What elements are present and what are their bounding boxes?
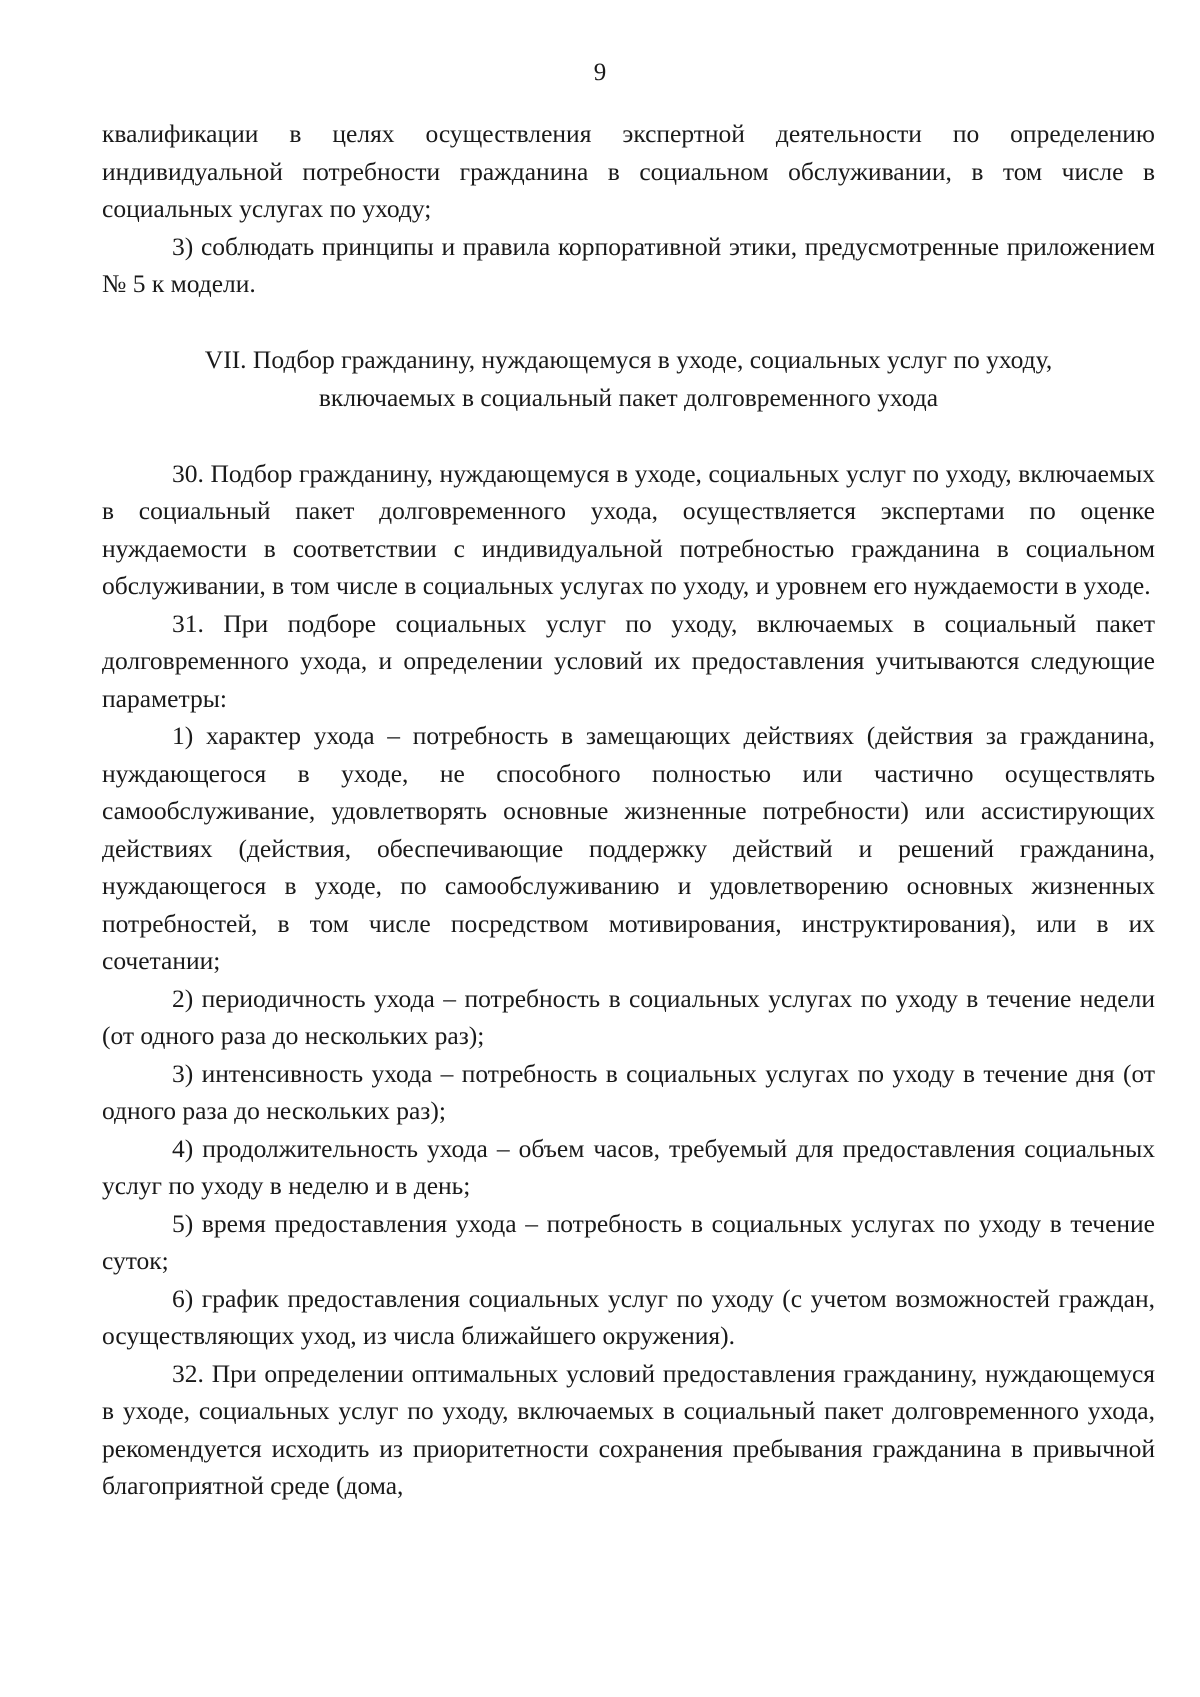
section-heading-line-1: VII. Подбор гражданину, нуждающемуся в уходе, социальных услуг по уходу, <box>204 344 1053 374</box>
paragraph-31-item-2: 2) периодичность ухода – потребность в социальных услугах по уходу в течение недели (от одного раза до нескольких раз); <box>102 983 1155 1050</box>
section-heading <box>102 341 1155 417</box>
paragraph-32: 32. При определении оптимальных условий предоставления гражданину, нуждающемуся в уходе, социальных услуг по уходу, включаемых в социальный пакет долговременного ухода, рекомендуется исходить из приоритетности сохранения пребывания гражданина в привычной благоприятной среде (дома, <box>102 1358 1155 1500</box>
document-body <box>102 115 1155 1505</box>
paragraph-31-item-3: 3) интенсивность ухода – потребность в социальных услугах по уходу в течение дня (от одного раза до нескольких раз); <box>102 1058 1155 1125</box>
paragraph-31-item-6: 6) график предоставления социальных услуг по уходу (с учетом возможностей граждан, осуществляющих уход, из числа ближайшего окружения). <box>102 1283 1155 1350</box>
paragraph-30: 30. Подбор гражданину, нуждающемуся в уходе, социальных услуг по уходу, включаемых в социальный пакет долговременного ухода, осуществляется экспертами по оценке нуждаемости в соответствии с индивидуальной потребностью гражданина в социальном обслуживании, в том числе в социальных услугах по уходу, и уровнем его нуждаемости в уходе. <box>102 458 1155 600</box>
paragraph-31: 31. При подборе социальных услуг по уходу, включаемых в социальный пакет долговременного ухода, и определении условий их предоставления учитываются следующие параметры: <box>102 608 1155 713</box>
paragraph-continuation: квалификации в целях осуществления экспертной деятельности по определению индивидуальной потребности гражданина в социальном обслуживании, в том числе в социальных услугах по уходу; <box>102 119 1155 223</box>
paragraph-31-item-5: 5) время предоставления ухода – потребность в социальных услугах по уходу в течение суток; <box>102 1208 1155 1275</box>
paragraph-31-item-1: 1) характер ухода – потребность в замещающих действиях (действия за гражданина, нуждающегося в уходе, не способного полностью или частично осуществлять самообслуживание, удовлетворять основные жизненные потребности) или ассистирующих действиях (действия, обеспечивающие поддержку действий и решений гражданина, нуждающегося в уходе, по самообслуживанию и удовлетворению основных жизненных потребностей, в том числе посредством мотивирования, инструктирования), или в их сочетании; <box>102 721 1155 975</box>
paragraph-31-item-4: 4) продолжительность ухода – объем часов, требуемый для предоставления социальных услуг по уходу в неделю и в день; <box>102 1133 1155 1200</box>
page-number: 9 <box>593 59 607 86</box>
paragraph-item-3: 3) соблюдать принципы и правила корпоративной этики, предусмотренные приложением № 5 к модели. <box>102 231 1155 298</box>
section-heading-line-2: включаемых в социальный пакет долговременного ухода <box>318 382 939 412</box>
